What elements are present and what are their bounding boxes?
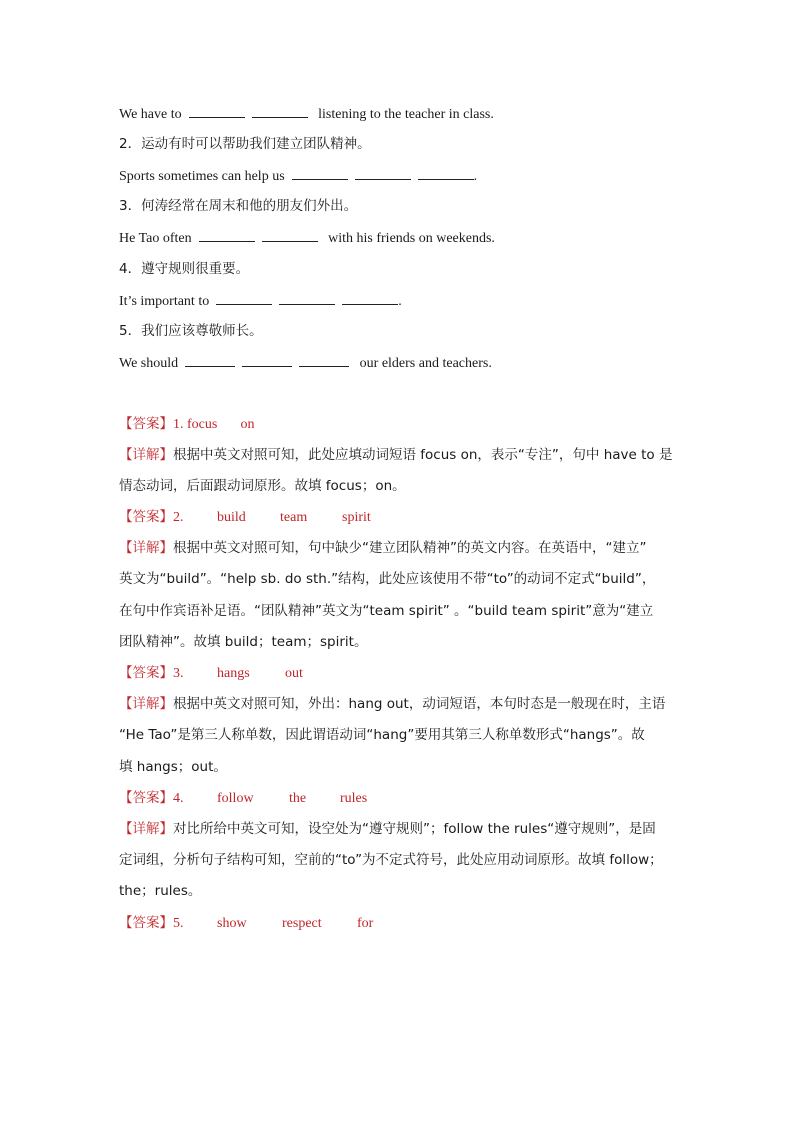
q3-chinese-line bbox=[119, 196, 357, 216]
answer-2-word-1: build bbox=[217, 510, 246, 525]
q3-number: 3． bbox=[119, 198, 142, 214]
detail-1-line-1 bbox=[119, 445, 672, 465]
q1-blank-2[interactable] bbox=[252, 103, 308, 118]
detail-4-line-2 bbox=[119, 850, 663, 870]
q1-blank-1[interactable] bbox=[189, 103, 245, 118]
detail-3-line-2 bbox=[119, 725, 645, 745]
detail-2-line-1 bbox=[119, 538, 646, 558]
answer-3-word-2: out bbox=[285, 666, 303, 681]
answer-5-line bbox=[119, 913, 373, 934]
q3-chinese: 何涛经常在周末和他的朋友们外出。 bbox=[141, 198, 358, 214]
q5-text-after: our elders and teachers. bbox=[359, 356, 492, 371]
answer-1-number: 1. bbox=[173, 417, 184, 432]
detail-tag: 【详解】 bbox=[119, 447, 173, 463]
q1-text-after: listening to the teacher in class. bbox=[318, 107, 494, 122]
answer-2-word-2: team bbox=[280, 510, 308, 525]
detail-2-text-4: 团队精神”。故填 build；team；spirit。 bbox=[119, 634, 368, 650]
detail-2-text-3: 在句中作宾语补足语。“团队精神”英文为“team spirit” 。“build team spirit”意为“建立 bbox=[119, 603, 654, 619]
q2-blank-3[interactable] bbox=[418, 165, 474, 180]
answer-3-number: 3. bbox=[173, 666, 184, 681]
answer-tag: 【答案】 bbox=[119, 509, 173, 525]
answer-3-line bbox=[119, 663, 303, 684]
answer-1-line bbox=[119, 414, 255, 435]
detail-1-line-2 bbox=[119, 476, 406, 496]
answer-4-word-1: follow bbox=[217, 791, 254, 806]
q5-chinese-line bbox=[119, 321, 263, 341]
detail-2-line-4 bbox=[119, 632, 367, 652]
q4-chinese: 遵守规则很重要。 bbox=[141, 261, 250, 277]
q5-chinese: 我们应该尊敬师长。 bbox=[141, 323, 263, 339]
q5-blank-1[interactable] bbox=[185, 352, 235, 367]
q2-text-after: . bbox=[473, 169, 478, 184]
answer-tag: 【答案】 bbox=[119, 915, 173, 931]
q2-chinese: 运动有时可以帮助我们建立团队精神。 bbox=[141, 136, 371, 152]
answer-2-number: 2. bbox=[173, 510, 184, 525]
q2-blank-2[interactable] bbox=[355, 165, 411, 180]
q5-number: 5． bbox=[119, 323, 142, 339]
detail-2-text-2: 英文为“build”。“help sb. do sth.”结构，此处应该使用不带“to”的动词不定式“build”， bbox=[119, 571, 656, 587]
q2-chinese-line bbox=[119, 134, 371, 154]
q4-english-line bbox=[119, 290, 402, 312]
answer-4-number: 4. bbox=[173, 791, 184, 806]
answer-5-word-2: respect bbox=[282, 916, 322, 931]
detail-3-text-1: 根据中英文对照可知，外出：hang out，动词短语，本句时态是一般现在时，主语 bbox=[173, 696, 666, 712]
answer-5-word-1: show bbox=[217, 916, 247, 931]
detail-1-text-1: 根据中英文对照可知，此处应填动词短语 focus on，表示“专注”，句中 have to 是 bbox=[173, 447, 673, 463]
q4-chinese-line bbox=[119, 259, 249, 279]
q3-blank-1[interactable] bbox=[199, 227, 255, 242]
answer-5-word-3: for bbox=[357, 916, 374, 931]
answer-tag: 【答案】 bbox=[119, 665, 173, 681]
detail-4-text-2: 定词组，分析句子结构可知，空前的“to”为不定式符号，此处应用动词原形。故填 follow； bbox=[119, 852, 663, 868]
detail-3-text-2: “He Tao”是第三人称单数，因此谓语动词“hang”要用其第三人称单数形式“hangs”。故 bbox=[119, 727, 645, 743]
q4-blank-2[interactable] bbox=[279, 290, 335, 305]
detail-2-line-3 bbox=[119, 601, 653, 621]
q4-blank-3[interactable] bbox=[342, 290, 398, 305]
q5-blank-3[interactable] bbox=[299, 352, 349, 367]
q1-english-line bbox=[119, 103, 494, 125]
answer-tag: 【答案】 bbox=[119, 790, 173, 806]
detail-4-text-3: the；rules。 bbox=[119, 883, 202, 899]
q5-blank-2[interactable] bbox=[242, 352, 292, 367]
detail-3-text-3: 填 hangs；out。 bbox=[119, 759, 227, 775]
answer-tag: 【答案】 bbox=[119, 416, 173, 432]
q1-text-before: We have to bbox=[119, 107, 182, 122]
answer-5-number: 5. bbox=[173, 916, 184, 931]
answer-4-line bbox=[119, 788, 367, 809]
q4-text-after: . bbox=[398, 294, 402, 309]
q2-text-before: Sports sometimes can help us bbox=[119, 169, 285, 184]
answer-4-word-2: the bbox=[289, 791, 307, 806]
answer-1-word-2: on bbox=[240, 417, 255, 432]
detail-2-line-2 bbox=[119, 569, 655, 589]
q5-english-line bbox=[119, 352, 492, 374]
q3-blank-2[interactable] bbox=[262, 227, 318, 242]
answer-4-word-3: rules bbox=[340, 791, 368, 806]
detail-1-text-2: 情态动词，后面跟动词原形。故填 focus；on。 bbox=[119, 478, 406, 494]
q3-english-line bbox=[119, 227, 495, 249]
q5-text-before: We should bbox=[119, 356, 179, 371]
q4-blank-1[interactable] bbox=[216, 290, 272, 305]
q3-text-before: He Tao often bbox=[119, 231, 192, 246]
answer-2-line bbox=[119, 507, 371, 528]
answer-2-word-3: spirit bbox=[342, 510, 371, 525]
detail-4-text-1: 对比所给中英文可知，设空处为“遵守规则”；follow the rules“遵守规则”，是固 bbox=[173, 821, 656, 837]
q4-number: 4． bbox=[119, 261, 142, 277]
detail-3-line-3 bbox=[119, 757, 227, 777]
q3-text-after: with his friends on weekends. bbox=[328, 231, 495, 246]
detail-tag: 【详解】 bbox=[119, 696, 173, 712]
q2-english-line bbox=[119, 165, 477, 187]
q2-number: 2． bbox=[119, 136, 142, 152]
detail-2-text-1: 根据中英文对照可知，句中缺少“建立团队精神”的英文内容。在英语中，“建立” bbox=[173, 540, 647, 556]
q4-text-before: It’s important to bbox=[119, 294, 210, 309]
detail-4-line-3 bbox=[119, 881, 201, 901]
detail-tag: 【详解】 bbox=[119, 821, 173, 837]
detail-4-line-1 bbox=[119, 819, 656, 839]
answer-3-word-1: hangs bbox=[217, 666, 250, 681]
q2-blank-1[interactable] bbox=[292, 165, 348, 180]
detail-tag: 【详解】 bbox=[119, 540, 173, 556]
detail-3-line-1 bbox=[119, 694, 665, 714]
answer-1-word-1: focus bbox=[187, 417, 218, 432]
